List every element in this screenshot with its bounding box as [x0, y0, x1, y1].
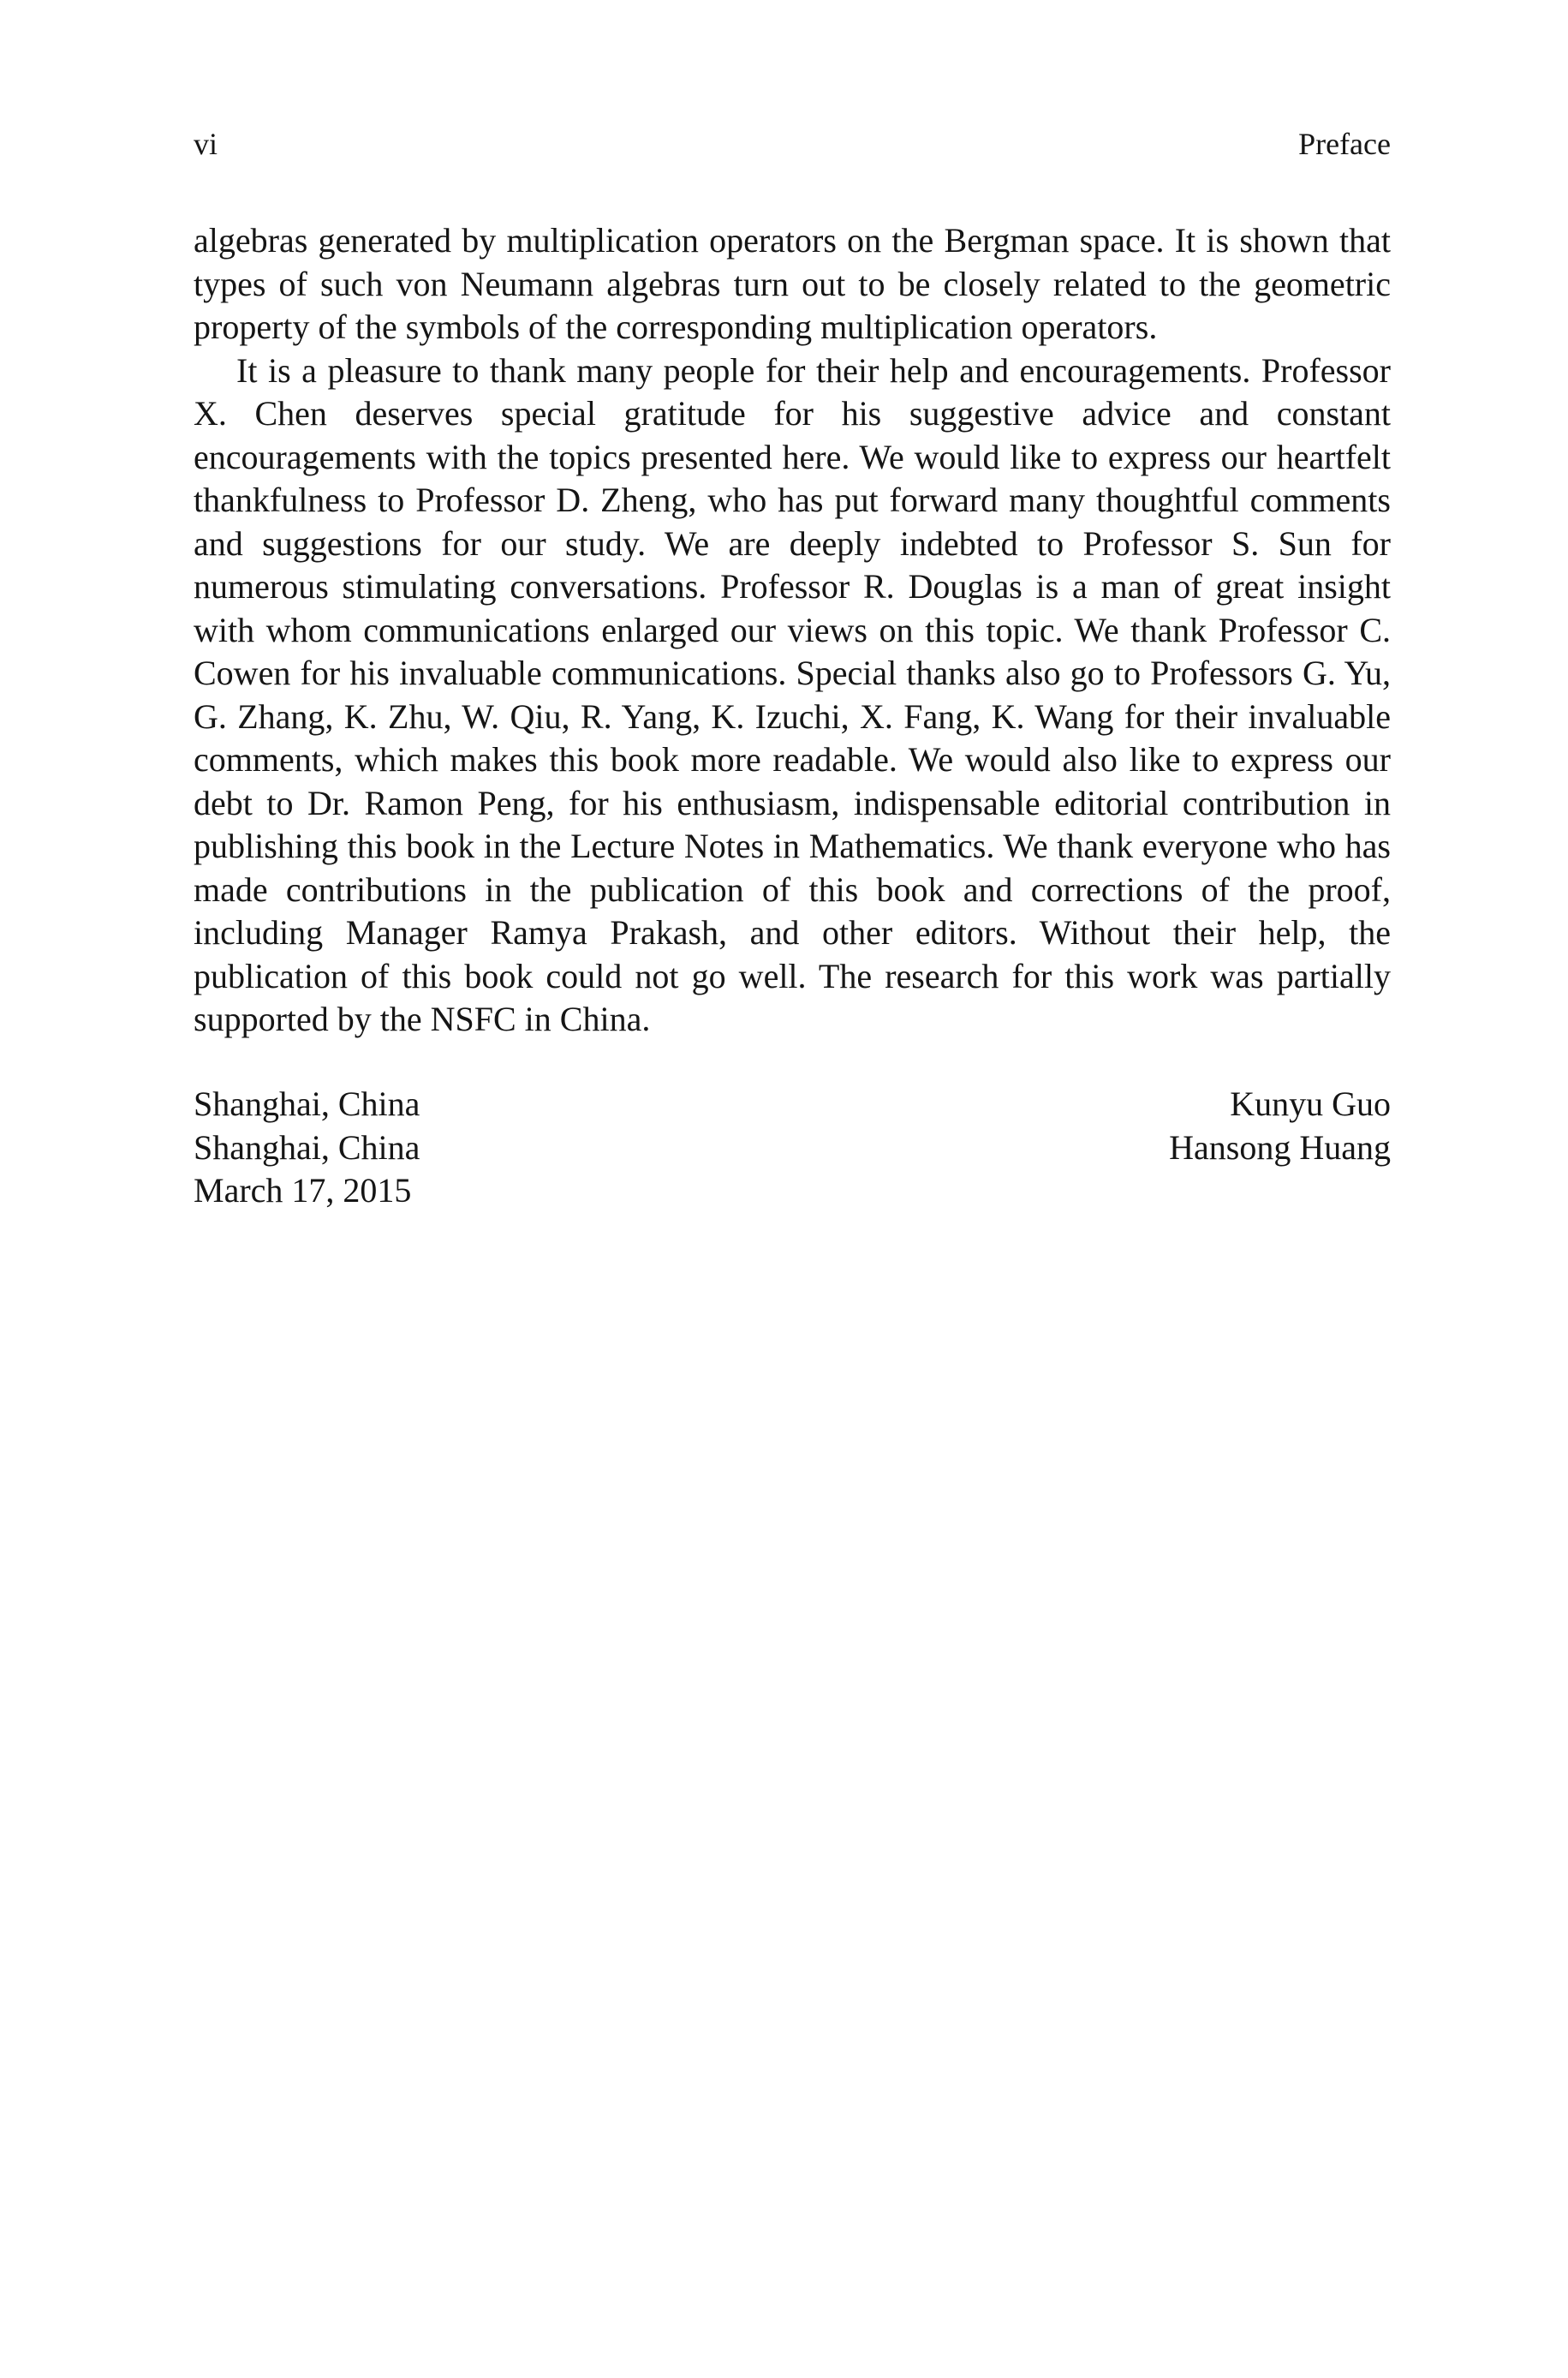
signature-location-2: Shanghai, China [194, 1127, 420, 1167]
preface-body [194, 219, 1391, 1042]
paragraph-acknowledgements: It is a pleasure to thank many people for their help and encouragements. Professor X. Chen deserves special gratitude for his suggestive advice and constant encouragements with the topics presented here. We would like to express our heartfelt thankfulness to Professor D. Zheng, who has put forward many thoughtful comments and suggestions for our study. We are deeply indebted to Professor S. Sun for numerous stimulating conversations. Professor R. Douglas is a man of great insight with whom communications enlarged our views on this topic. We thank Professor C. Cowen for his invaluable communications. Special thanks also go to Professors G. Yu, G. Zhang, K. Zhu, W. Qiu, R. Yang, K. Izuchi, X. Fang, K. Wang for their invaluable comments, which makes this book more readable. We would also like to express our debt to Dr. Ramon Peng, for his enthusiasm, indispensable editorial contribution in publishing this book in the Lecture Notes in Mathematics. We thank everyone who has made contributions in the publication of this book and corrections of the proof, including Manager Ramya Prakash, and other editors. Without their help, the publication of this book could not go well. The research for this work was partially supported by the NSFC in China. [194, 350, 1391, 1038]
signature-authors [1169, 1083, 1391, 1213]
signature-location-1: Shanghai, China [194, 1084, 420, 1123]
signature-date: March 17, 2015 [194, 1171, 412, 1210]
page-number: vi [194, 127, 218, 161]
signature-block [194, 1083, 1391, 1213]
author-name-2: Hansong Huang [1169, 1127, 1391, 1167]
author-name-1: Kunyu Guo [1230, 1084, 1391, 1123]
running-title: Preface [1298, 127, 1391, 161]
running-header [194, 125, 1391, 163]
signature-locations [194, 1083, 420, 1213]
paragraph-continued: algebras generated by multiplication operators on the Bergman space. It is shown that types of such von Neumann algebras turn out to be closely related to the geometric property of the symbols of the corresponding multiplication operators. [194, 221, 1391, 346]
